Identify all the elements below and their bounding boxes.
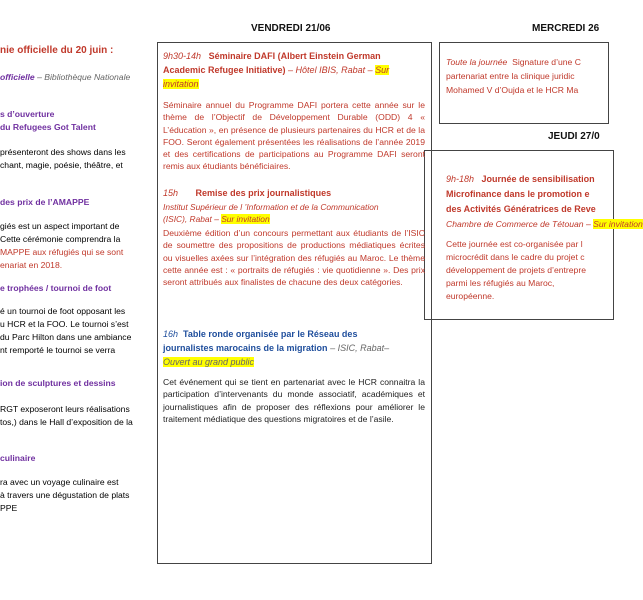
section-football-text-2: u HCR et la FOO. Le tournoi s’est	[0, 319, 129, 329]
header-wednesday: MERCREDI 26	[532, 23, 600, 34]
section-opening-title: s d’ouverture	[0, 109, 55, 119]
section-exhibition-text-1: RGT exposeront leurs réalisations	[0, 404, 130, 414]
section-culinary-text-2: à travers une dégustation de plats	[0, 490, 130, 500]
section-exhibition-text-2: tos,) dans le Hall d’exposition de la	[0, 417, 133, 427]
section-culinary-title: culinaire	[0, 453, 36, 463]
thursday-heading-1: 9h-18h Journée de sensibilisation	[446, 174, 595, 184]
event-prizes-place-2: (ISIC), Rabat – Sur invitation	[163, 214, 270, 224]
wednesday-line-1: Toute la journée Signature d’une C	[446, 57, 581, 67]
thursday-heading-2: Microfinance dans le promotion e	[446, 189, 590, 199]
section-amappe-text-2: Cette cérémonie comprendra la	[0, 234, 121, 244]
section-football-title: e trophées / tournoi de foot	[0, 283, 112, 293]
section-opening-sub: du Refugees Got Talent	[0, 122, 96, 132]
section-amappe-text-4: enariat en 2018.	[0, 260, 63, 270]
wednesday-line-3: Mohamed V d’Oujda et le HCR Ma	[446, 85, 579, 95]
event-dafi-heading-1: 9h30-14h Séminaire DAFI (Albert Einstein German	[163, 51, 381, 61]
section-amappe-title: des prix de l’AMAPPE	[0, 197, 90, 207]
section-culinary-text-3: PPE	[0, 503, 18, 513]
section-exhibition-title: ion de sculptures et dessins	[0, 378, 116, 388]
thursday-text-2: microcrédit dans le cadre du projet c	[446, 252, 585, 262]
section-opening-text-1: présenteront des shows dans les	[0, 147, 126, 157]
section-football-text-4: nt remporté le tournoi se verra	[0, 345, 116, 355]
ceremony-title: nie officielle du 20 juin :	[0, 45, 114, 56]
event-dafi-heading-3: invitation	[163, 79, 199, 89]
section-football-text-1: é un tournoi de foot opposant les	[0, 306, 126, 316]
wednesday-line-2: partenariat entre la clinique juridic	[446, 71, 575, 81]
event-prizes-heading: 15h Remise des prix journalistiques	[163, 188, 332, 198]
thursday-text-4: parmi les réfugiés au Maroc,	[446, 278, 555, 288]
event-prizes-place-1: Institut Supérieur de l ’Information et de la Communication	[163, 202, 379, 212]
section-amappe-text-1: giés est un aspect important de	[0, 221, 120, 231]
section-football-text-3: du Parc Hilton dans une ambiance	[0, 332, 132, 342]
thursday-text-1: Cette journée est co-organisée par l	[446, 239, 583, 249]
event-dafi-heading-2: Academic Refugee Initiative) – Hôtel IBIS, Rabat – Sur	[163, 65, 390, 75]
event-roundtable-text: Cet événement qui se tient en partenariat avec le HCR connaitra la participation d’intervenants du monde associatif, académiques et journalistiques afin de proposer des réflexions pour améliorer le traitement médiatique des questions migratoires et de l’asile.	[163, 377, 425, 424]
event-roundtable-heading-1: 16h Table ronde organisée par le Réseau des	[163, 329, 358, 339]
thursday-text-5: européenne.	[446, 291, 495, 301]
section-opening-text-2: chant, magie, poésie, théâtre, et	[0, 160, 123, 170]
ceremony-venue: officielle – Bibliothèque Nationale	[0, 72, 131, 82]
thursday-place: Chambre de Commerce de Tétouan – Sur invitation	[446, 219, 643, 229]
section-culinary-text-1: ra avec un voyage culinaire est	[0, 477, 119, 487]
event-dafi-text: Séminaire annuel du Programme DAFI portera cette année sur le thème de l’Objectif de Développement Durable (ODD) 4 « L’éducation », en présence de plusieurs partenaires du HCR et de la FOO. Seront également présentées les réalisations de l’année 2019 et des certifications de participations au Programme DAFI seront remis aux étudiants bénéficiaires.	[163, 100, 425, 172]
header-thursday: JEUDI 27/0	[548, 131, 600, 142]
wednesday-box	[439, 42, 609, 124]
thursday-text-3: développement de projets d’entrepre	[446, 265, 586, 275]
thursday-heading-3: des Activités Génératrices de Reve	[446, 204, 596, 214]
event-roundtable-heading-2: journalistes marocains de la migration – ISIC, Rabat–	[163, 343, 390, 353]
event-roundtable-open: Ouvert au grand public	[163, 357, 255, 367]
section-amappe-text-3: MAPPE aux réfugiés qui se sont	[0, 247, 124, 257]
header-friday: VENDREDI 21/06	[251, 23, 331, 34]
event-prizes-text: Deuxième édition d’un concours permettant aux étudiants de l’ISIC de soumettre des propositions de productions médiatiques écrites ou visuelles axées sur l’intégration des réfugiés au Maroc. Le thème cette année est : « portraits de réfugiés : vie quotidienne ». Des prix seront attribués aux finalistes de chacune des deux catégories.	[163, 228, 425, 288]
